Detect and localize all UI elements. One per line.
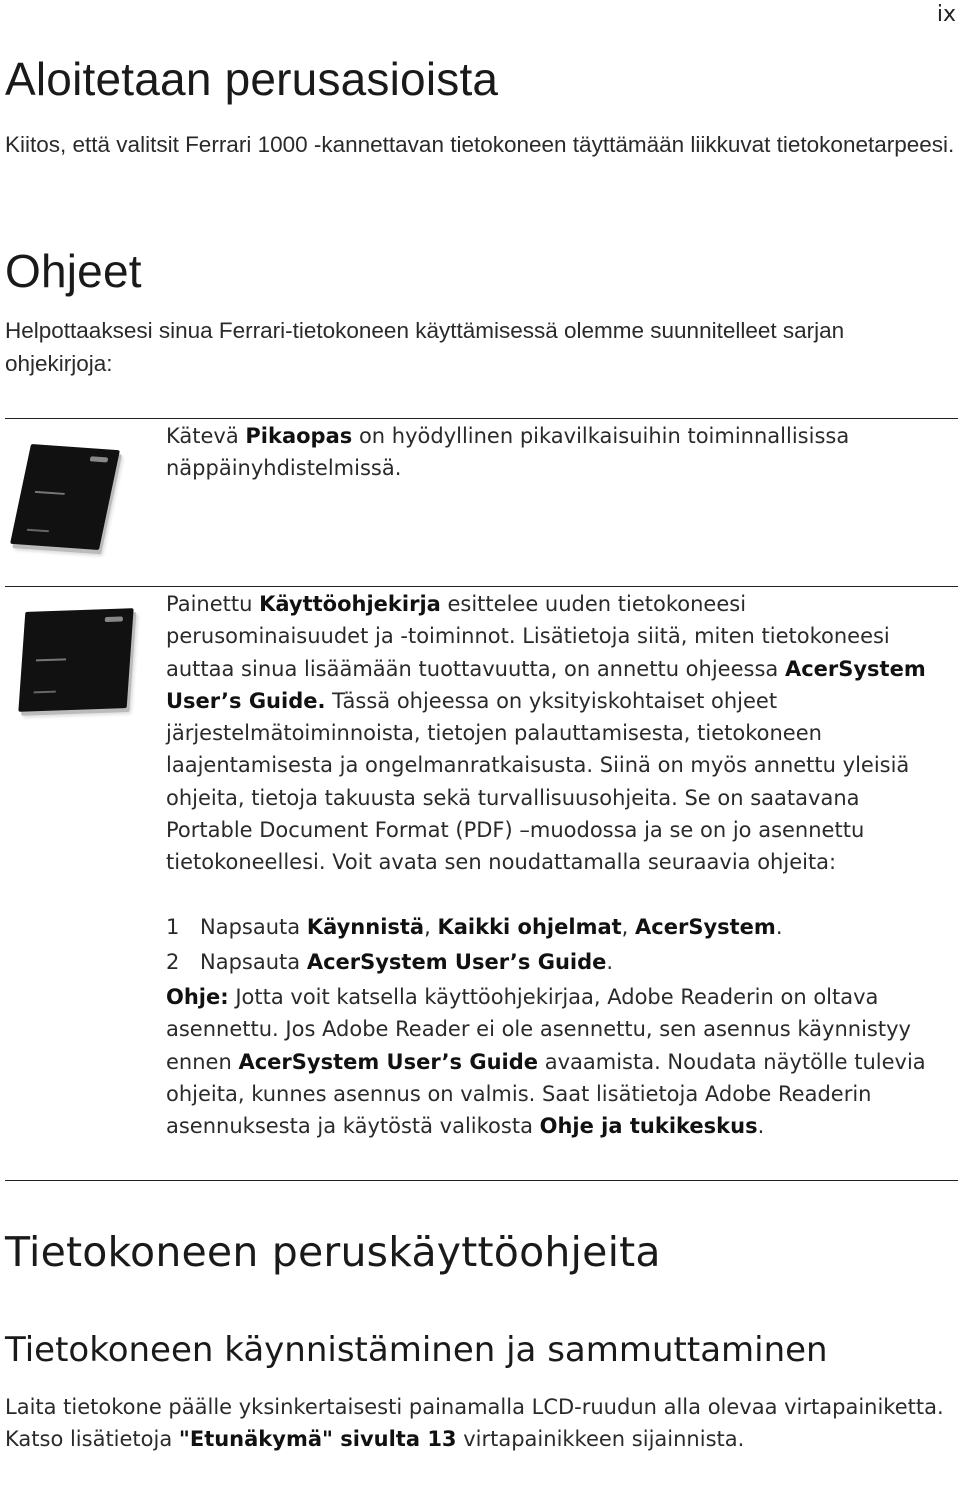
quick-guide-name: Pikaopas [245,424,353,448]
step-1: 1 Napsauta Käynnistä, Kaikki ohjelmat, AcerSystem. [166,915,783,939]
note-text: Ohje: Jotta voit katsella käyttöohjekirjaa, Adobe Readerin on oltava asennettu. Jos Adobe Reader ei ole asennettu, sen asennus käynnistyy ennen AcerSystem User’s Guide avaamista. Noudata näytölle tulevia ohjeita, kunnes asennus on valmis. Saat lisätietoja Adobe Readerin asennuksesta ja käytöstä valikosta Ohje ja tukikeskus. [166,985,926,1139]
quick-guide-text: Kätevä Pikaopas on hyödyllinen pikavilkaisuihin toiminnallisissa näppäinyhdistelmissä. [166,424,850,481]
basics-title: Tietokoneen peruskäyttöohjeita [5,1228,661,1276]
user-guide-name: Käyttöohjekirja [259,592,441,616]
intro-text: Kiitos, että valitsit Ferrari 1000 -kannettavan tietokoneen täyttämään liikkuvat tietokonetarpeesi. [5,132,955,157]
cover-text-line [35,491,65,495]
user-guide-booklet-image [18,608,133,712]
quick-guide-booklet-image [10,444,120,550]
guides-title: Ohjeet [5,245,142,297]
cover-text-line [36,658,66,661]
note-label: Ohje: [166,985,229,1009]
page-number: ix [936,2,956,27]
divider-top [5,418,958,419]
basics-subtitle: Tietokoneen käynnistäminen ja sammuttaminen [5,1330,828,1370]
acer-logo-icon [90,456,109,462]
user-guide-text: Painettu Käyttöohjekirja esittelee uuden tietokoneesi perusominaisuudet ja -toiminnot. Lisätietoja siitä, miten tietokoneesi auttaa sinua lisäämään tuottavuutta, on annettu ohjeessa AcerSystem User’s Guide. Tässä ohjeessa on yksityiskohtaiset ohjeet järjestelmätoiminnoista, tietojen palauttamisesta, tietokoneen laajentamisesta ja ongelmanratkaisusta. Siinä on myös annettu yleisiä ohjeita, tietoja takuusta sekä turvallisuusohjeita. Se on saatavana Portable Document Format (PDF) –muodossa ja se on jo asennettu tietokoneellesi. Voit avata sen noudattamalla seuraavia ohjeita: [166,592,926,875]
guides-text: Helpottaaksesi sinua Ferrari-tietokoneen käyttämisessä olemme suunnitelleet sarjan ohjekirjoja: [5,318,845,376]
divider-bottom [5,1180,958,1181]
acer-logo-icon [105,616,123,622]
cover-text-line [27,529,49,533]
front-view-reference: "Etunäkymä" sivulta 13 [178,1427,457,1452]
intro-title: Aloitetaan perusasioista [5,53,499,105]
divider-middle [5,586,958,587]
acersystem-guide-name: AcerSystem User’s Guide. [166,656,926,713]
cover-text-line [34,691,56,694]
step-2: 2 Napsauta AcerSystem User’s Guide. [166,950,614,974]
basics-text: Laita tietokone päälle yksinkertaisesti painamalla LCD-ruudun alla olevaa virtapainiketta. Katso lisätietoja "Etunäkymä" sivulta 13 virtapainikkeen sijainnista. [5,1395,944,1452]
